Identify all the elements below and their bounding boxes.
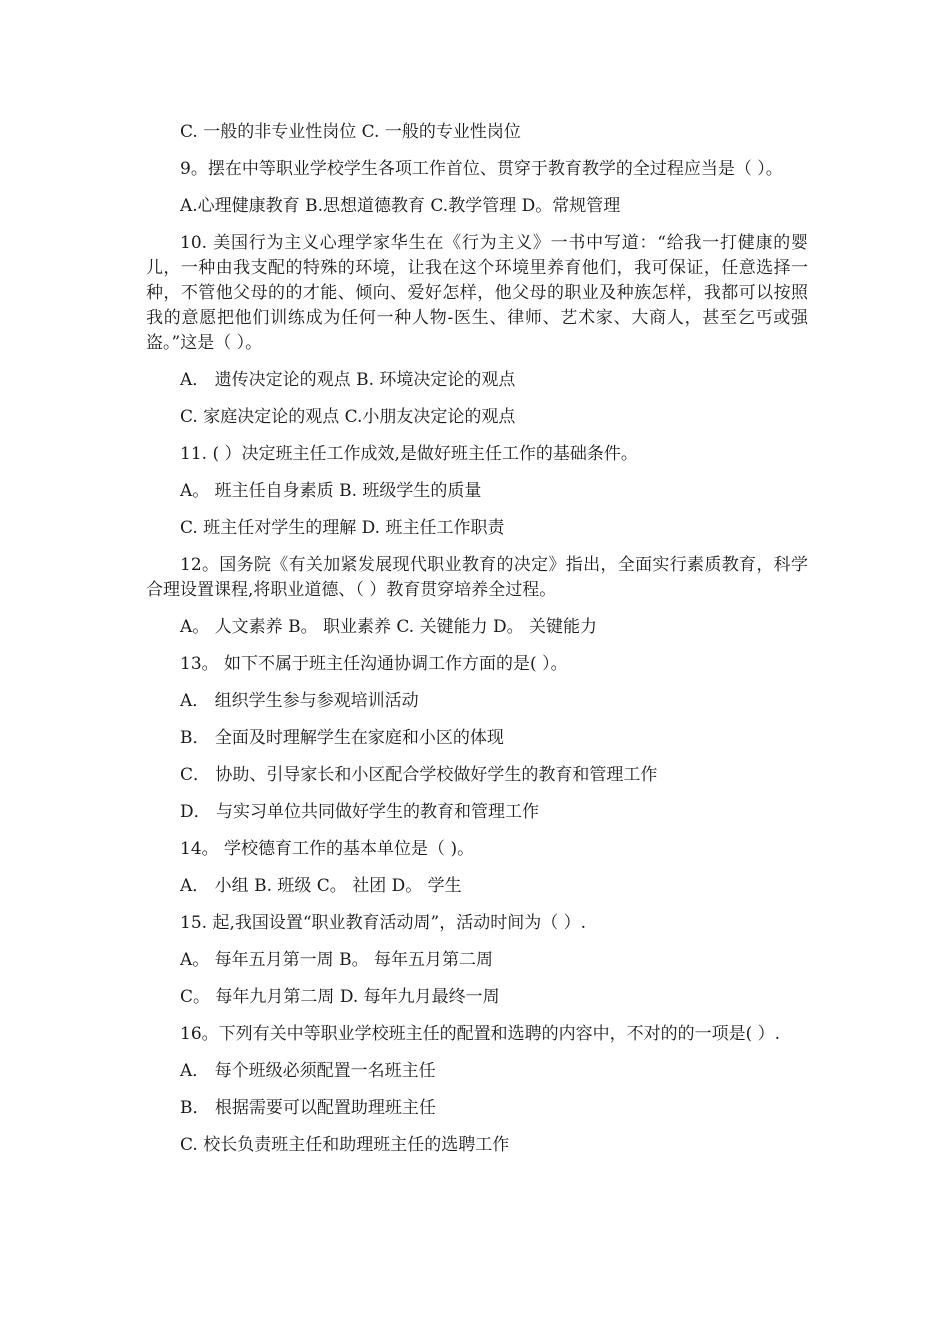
paragraph-question-15: 15. 起,我国设置“职业教育活动周”，活动时间为（ ）. <box>180 913 587 933</box>
paragraph-options-15b: C。 每年九月第二周 D. 每年九月最终一周 <box>180 987 500 1007</box>
paragraph-options-11a: A。 班主任自身素质 B. 班级学生的质量 <box>180 481 482 501</box>
paragraph-options-9: A.心理健康教育 B.思想道德教育 C.教学管理 D。常规管理 <box>180 196 621 216</box>
paragraph-question-13: 13。 如下不属于班主任沟通协调工作方面的是( ）。 <box>180 654 568 674</box>
paragraph-options-12: A。 人文素养 B。 职业素养 C. 关键能力 D。 关键能力 <box>180 617 598 637</box>
paragraph-options-15a: A。 每年五月第一周 B。 每年五月第二周 <box>180 950 493 970</box>
paragraph-question-9: 9。摆在中等职业学校学生各项工作首位、贯穿于教育教学的全过程应当是（ ）。 <box>180 159 783 179</box>
paragraph-option-16c: C. 校长负责班主任和助理班主任的选聘工作 <box>180 1135 510 1155</box>
document-page <box>146 120 808 1170</box>
paragraph-options-10b: C. 家庭决定论的观点 C.小朋友决定论的观点 <box>180 407 516 427</box>
paragraph-option-16b: B． 根据需要可以配置助理班主任 <box>180 1098 436 1118</box>
paragraph-option-16a: A． 每个班级必须配置一名班主任 <box>180 1061 436 1081</box>
paragraph-options-10a: A． 遗传决定论的观点 B. 环境决定论的观点 <box>180 370 516 390</box>
paragraph-question-12: 12。国务院《有关加紧发展现代职业教育的决定》指出，全面实行素质教育，科学合理设置课程,将职业道德、（ ）教育贯穿培养全过程。 <box>146 555 808 600</box>
paragraph-option-13a: A． 组织学生参与参观培训活动 <box>180 691 419 711</box>
paragraph-options-11b: C. 班主任对学生的理解 D. 班主任工作职责 <box>180 518 505 538</box>
paragraph-options-14: A． 小组 B. 班级 C。 社团 D。 学生 <box>180 876 462 896</box>
paragraph-question-10: 10. 美国行为主义心理学家华生在《行为主义》一书中写道：“给我一打健康的婴儿，一种由我支配的特殊的环境，让我在这个环境里养育他们，我可保证，任意选择一种，不管他父母的的才能、倾向、爱好怎样，他父母的职业及种族怎样，我都可以按照我的意愿把他们训练成为任何一种人物-医生、律师、艺术家、大商人，甚至乞丐或强盗。”这是（ ）。 <box>146 233 808 353</box>
paragraph-question-16: 16。下列有关中等职业学校班主任的配置和选聘的内容中，不对的的一项是( ）. <box>180 1024 781 1044</box>
paragraph-option-13c: C． 协助、引导家长和小区配合学校做好学生的教育和管理工作 <box>180 765 658 785</box>
paragraph-option-13d: D． 与实习单位共同做好学生的教育和管理工作 <box>180 802 540 822</box>
paragraph-options-8: C. 一般的非专业性岗位 C. 一般的专业性岗位 <box>180 122 521 142</box>
paragraph-question-11: 11. ( ）决定班主任工作成效,是做好班主任工作的基础条件。 <box>180 444 638 464</box>
paragraph-question-14: 14。 学校德育工作的基本单位是（ )。 <box>180 839 475 859</box>
paragraph-option-13b: B． 全面及时理解学生在家庭和小区的体现 <box>180 728 504 748</box>
